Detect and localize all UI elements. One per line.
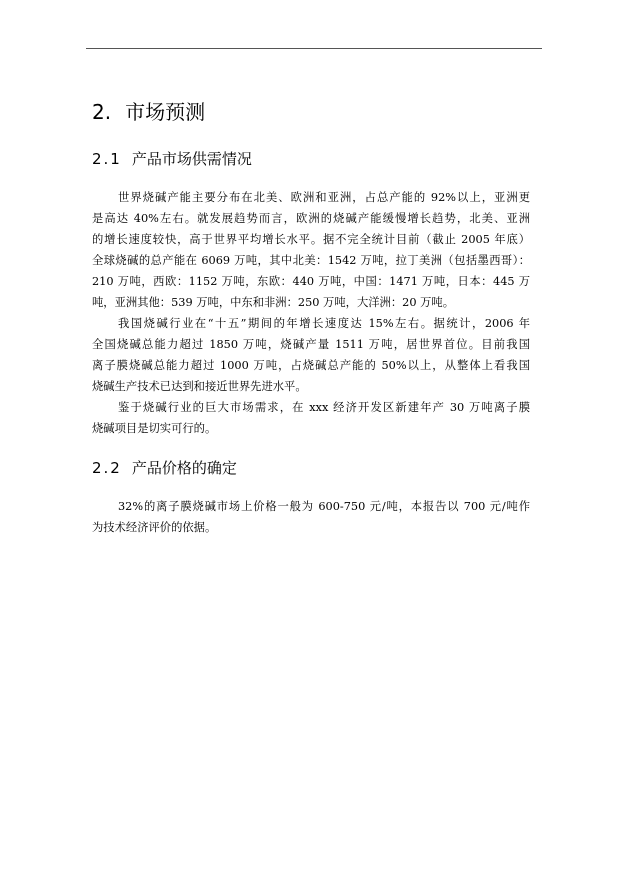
subsection-title: 产品价格的确定 [131,459,237,477]
paragraph-line: 32%的离子膜烧碱市场上价格一般为 600-750 元/吨，本报告以 700 元/吨作 [118,500,530,513]
paragraph-line: 烧碱项目是切实可行的。 [92,422,217,435]
section-heading [92,98,205,126]
paragraph-world-capacity [92,187,530,313]
paragraph-line: 全球烧碱的总产能在 6069 万吨，其中北美：1542 万吨，拉丁美洲（包括墨西哥）： [92,254,530,267]
paragraph-china-industry [92,313,530,397]
paragraph-feasibility [92,397,530,439]
paragraph-line: 我国烧碱行业在“十五”期间的年增长速度达 15%左右。据统计，2006 年 [118,317,530,330]
header-rule [86,48,542,49]
section-title: 市场预测 [125,100,206,124]
paragraph-line: 为技术经济评价的依据。 [92,521,217,534]
paragraph-line: 鉴于烧碱行业的巨大市场需求，在 xxx 经济开发区新建年产 30 万吨离子膜 [118,401,530,414]
subsection-heading-pricing [92,457,237,479]
paragraph-line: 吨，亚洲其他：539 万吨，中东和非洲：250 万吨，大洋洲：20 万吨。 [92,296,454,309]
paragraph-line: 是高达 40%左右。就发展趋势而言，欧洲的烧碱产能缓慢增长趋势，北美、亚洲 [92,212,530,225]
subsection-number: 2.1 [92,150,122,168]
paragraph-line: 烧碱生产技术已达到和接近世界先进水平。 [92,380,307,393]
paragraph-line: 世界烧碱产能主要分布在北美、欧洲和亚洲，占总产能的 92%以上，亚洲更 [118,191,530,204]
paragraph-pricing [92,496,530,538]
subsection-number: 2.2 [92,459,122,477]
paragraph-line: 210 万吨，西欧：1152 万吨，东欧：440 万吨，中国：1471 万吨，日本：445 万 [92,275,530,288]
paragraph-line: 离子膜烧碱总能力超过 1000 万吨，占烧碱总产能的 50%以上，从整体上看我国 [92,359,530,372]
subsection-title: 产品市场供需情况 [131,150,252,168]
paragraph-line: 全国烧碱总能力超过 1850 万吨，烧碱产量 1511 万吨，居世界首位。目前我国 [92,338,530,351]
subsection-heading-supply-demand [92,148,252,170]
section-number: 2. [92,100,112,124]
paragraph-line: 的增长速度较快，高于世界平均增长水平。据不完全统计目前（截止 2005 年底） [92,233,530,246]
